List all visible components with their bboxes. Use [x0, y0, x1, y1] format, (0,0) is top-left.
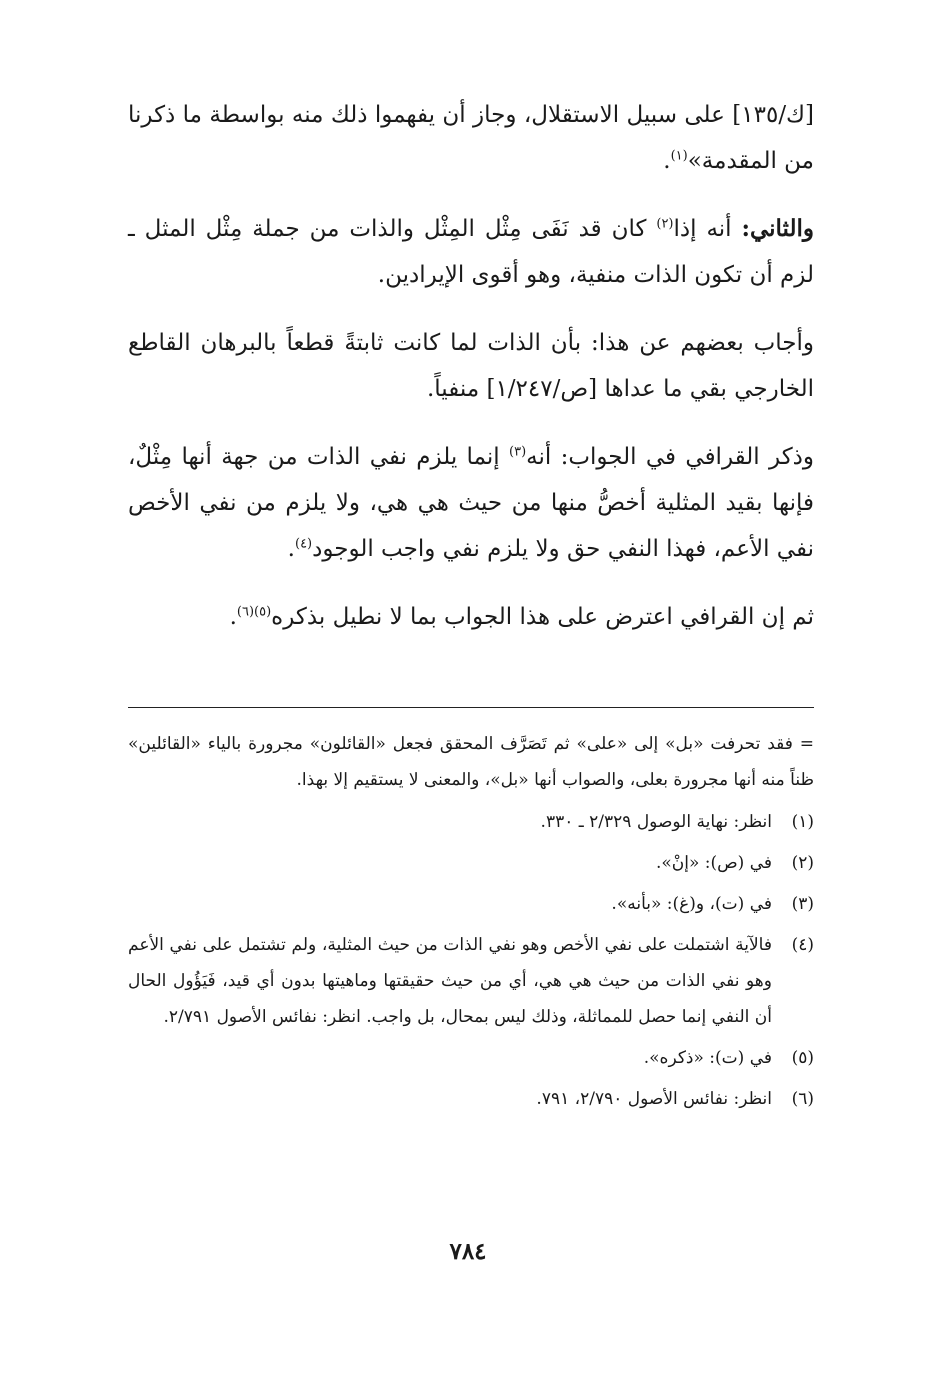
- footnote-1: [128, 804, 814, 840]
- footnote-ref-5-6[interactable]: (٥)(٦): [236, 604, 272, 620]
- paragraph-3-text: وأجاب بعضهم عن هذا: بأن الذات لما كانت ثابتةً قطعاً بالبرهان القاطع الخارجي بقي ما عداها [ص/١/٢٤٧] منفياً.: [128, 330, 814, 402]
- footnote-text: فالآية اشتملت على نفي الأخص وهو نفي الذات من حيث المثلية، ولم تشتمل على نفي الأعم وهو نفي الذات من حيث هي هي، أي من حيث حقيقتها وماهيتها بدون أي قيد، فَيَؤُول الحال أن النفي إنما حصل للمماثلة، وذلك ليس بمحال، بل واجب. انظر: نفائس الأصول ٢/٧٩١.: [128, 935, 772, 1027]
- footnote-text: انظر: نهاية الوصول ٢/٣٢٩ ـ ٣٣٠.: [540, 812, 772, 832]
- footnote-number: (٤): [791, 935, 814, 955]
- paragraph-4-text-a: وذكر القرافي في الجواب: أنه: [526, 444, 815, 470]
- footnote-number: (٦): [791, 1089, 814, 1109]
- footnote-ref-1[interactable]: (١): [670, 148, 688, 164]
- paragraph-1: [128, 92, 814, 184]
- paragraph-1-text: [ك/١٣٥] على سبيل الاستقلال، وجاز أن يفهموا ذلك منه بواسطة ما ذكرنا من المقدمة»: [128, 102, 814, 174]
- paragraph-4-end: .: [287, 536, 295, 562]
- paragraph-1-end: .: [663, 148, 671, 174]
- paragraph-2-text-a: أنه إذا: [673, 216, 742, 242]
- paragraph-2-text-b: كان قد نَفَى مِثْل المِثْل والذات من جملة مِثْل المثل ـ لزم أن تكون الذات منفية، وهو أقوى الإيرادين.: [128, 216, 814, 288]
- paragraph-3: [128, 320, 814, 412]
- footnote-text: انظر: نفائس الأصول ٢/٧٩٠، ٧٩١.: [536, 1089, 772, 1109]
- paragraph-2-lead: والثاني:: [741, 215, 814, 242]
- footnote-number: (١): [791, 812, 814, 832]
- footnote-text: في (ص): «إنْ».: [655, 853, 772, 873]
- footnote-6: [128, 1081, 814, 1117]
- main-text: [128, 92, 814, 662]
- footnote-number: (٢): [791, 853, 814, 873]
- footnote-5: [128, 1040, 814, 1076]
- footnote-2: [128, 845, 814, 881]
- paragraph-4: [128, 434, 814, 572]
- footnote-continuation: = فقد تحرفت «بل» إلى «على» ثم تَصَرَّف المحقق فجعل «القائلون» مجرورة بالياء «القائلين» ظناً منه أنها مجرورة بعلى، والصواب أنها «بل»، والمعنى لا يستقيم إلا بهذا.: [128, 734, 814, 790]
- page-number: ٧٨٤: [449, 1238, 487, 1265]
- footnote-text: في (ت)، و(غ): «بأنه».: [611, 894, 772, 914]
- paragraph-5: [128, 594, 814, 640]
- paragraph-5-end: .: [229, 604, 237, 630]
- paragraph-2: [128, 206, 814, 298]
- footnote-number: (٣): [791, 894, 814, 914]
- footnote-text: في (ت): «ذكره».: [643, 1048, 772, 1068]
- footnotes: [128, 726, 814, 1122]
- paragraph-5-text: ثم إن القرافي اعترض على هذا الجواب بما لا نطيل بذكره: [271, 604, 814, 630]
- footnote-ref-3[interactable]: (٣): [509, 444, 527, 460]
- paragraph-4-text-b: إنما يلزم نفي الذات من جهة أنها مِثْلٌ، فإنها بقيد المثلية أخصُّ منها من حيث هي هي، ولا يلزم من نفي الأخص نفي الأعم، فهذا النفي حق ولا يلزم نفي واجب الوجود: [128, 444, 814, 562]
- footnote-3: [128, 886, 814, 922]
- footnote-number: (٥): [791, 1048, 814, 1068]
- footnote-divider: [128, 707, 814, 708]
- footnote-ref-4[interactable]: (٤): [294, 536, 313, 552]
- footnote-ref-2[interactable]: (٢): [656, 216, 674, 232]
- footnote-4: [128, 927, 814, 1035]
